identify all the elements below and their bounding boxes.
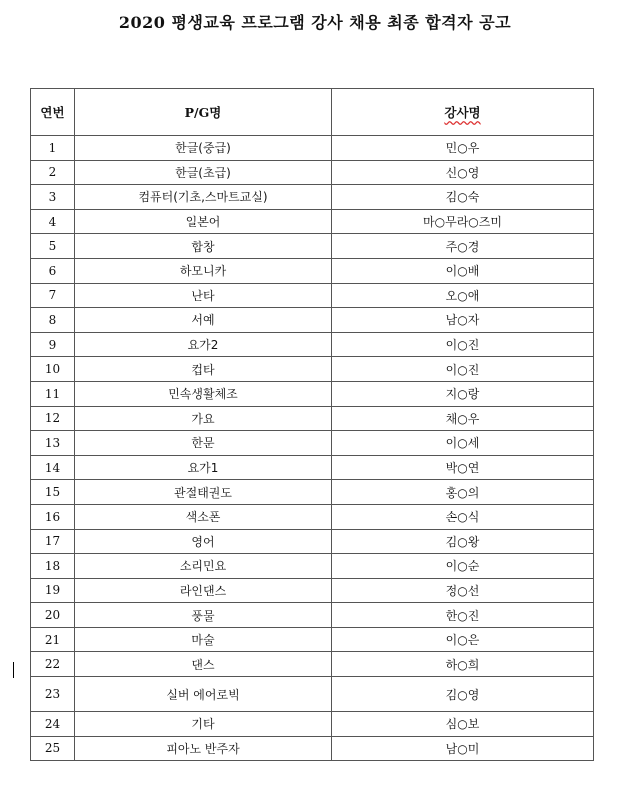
cell-no: 22 <box>31 652 75 677</box>
header-no: 연번 <box>31 89 75 136</box>
cell-program: 실버 에어로빅 <box>75 677 332 712</box>
cell-no: 1 <box>31 136 75 161</box>
cell-program: 영어 <box>75 529 332 554</box>
cell-instructor: 심○보 <box>332 712 594 737</box>
cell-program: 풍물 <box>75 603 332 628</box>
cell-program: 한글(초급) <box>75 160 332 185</box>
cell-instructor: 한○진 <box>332 603 594 628</box>
table-row <box>31 603 594 628</box>
cell-instructor: 남○미 <box>332 736 594 761</box>
cell-program: 소리민요 <box>75 554 332 579</box>
table-row <box>31 578 594 603</box>
cell-instructor: 신○영 <box>332 160 594 185</box>
cell-instructor: 정○선 <box>332 578 594 603</box>
table-row <box>31 258 594 283</box>
cell-program: 민속생활체조 <box>75 381 332 406</box>
cell-instructor: 김○영 <box>332 677 594 712</box>
table-row <box>31 406 594 431</box>
cell-program: 일본어 <box>75 209 332 234</box>
table-row <box>31 504 594 529</box>
cell-instructor: 김○숙 <box>332 185 594 210</box>
cell-instructor: 홍○의 <box>332 480 594 505</box>
table-row <box>31 480 594 505</box>
cell-instructor: 박○연 <box>332 455 594 480</box>
cell-no: 18 <box>31 554 75 579</box>
table-row <box>31 381 594 406</box>
cell-no: 5 <box>31 234 75 259</box>
document-title: 2020 평생교육 프로그램 강사 채용 최종 합격자 공고 <box>118 13 512 32</box>
table-row <box>31 712 594 737</box>
cell-program: 요가2 <box>75 332 332 357</box>
table-row <box>31 308 594 333</box>
cell-no: 2 <box>31 160 75 185</box>
cell-instructor: 민○우 <box>332 136 594 161</box>
cell-instructor: 이○은 <box>332 627 594 652</box>
cell-instructor: 이○순 <box>332 554 594 579</box>
cell-program: 서예 <box>75 308 332 333</box>
cell-instructor: 주○경 <box>332 234 594 259</box>
cell-no: 20 <box>31 603 75 628</box>
table-row <box>31 283 594 308</box>
table-row <box>31 136 594 161</box>
cell-no: 4 <box>31 209 75 234</box>
cell-no: 14 <box>31 455 75 480</box>
cell-program: 색소폰 <box>75 504 332 529</box>
cell-program: 댄스 <box>75 652 332 677</box>
cell-instructor: 이○배 <box>332 258 594 283</box>
table-body <box>31 136 594 761</box>
table-row <box>31 652 594 677</box>
cell-instructor: 손○식 <box>332 504 594 529</box>
table-row <box>31 677 594 712</box>
cell-no: 15 <box>31 480 75 505</box>
table-row <box>31 554 594 579</box>
header-instructor-label: 강사명 <box>444 105 481 120</box>
cell-no: 3 <box>31 185 75 210</box>
cell-no: 16 <box>31 504 75 529</box>
cell-no: 11 <box>31 381 75 406</box>
table-row <box>31 234 594 259</box>
header-program: P/G명 <box>75 89 332 136</box>
cell-program: 컴퓨터(기초,스마트교실) <box>75 185 332 210</box>
cell-no: 13 <box>31 431 75 456</box>
cell-no: 24 <box>31 712 75 737</box>
cell-program: 컵타 <box>75 357 332 382</box>
cell-no: 12 <box>31 406 75 431</box>
cell-instructor: 이○진 <box>332 357 594 382</box>
cell-no: 8 <box>31 308 75 333</box>
cell-instructor: 이○세 <box>332 431 594 456</box>
table-row <box>31 529 594 554</box>
cell-program: 기타 <box>75 712 332 737</box>
table-row <box>31 160 594 185</box>
cell-instructor: 마○무라○즈미 <box>332 209 594 234</box>
cell-program: 가요 <box>75 406 332 431</box>
cell-program: 난타 <box>75 283 332 308</box>
cell-no: 9 <box>31 332 75 357</box>
table-row <box>31 185 594 210</box>
cell-instructor: 남○자 <box>332 308 594 333</box>
table-row <box>31 431 594 456</box>
table-row <box>31 455 594 480</box>
table-row <box>31 736 594 761</box>
cell-program: 하모니카 <box>75 258 332 283</box>
text-cursor <box>13 662 14 678</box>
cell-no: 6 <box>31 258 75 283</box>
table-row <box>31 209 594 234</box>
cell-no: 17 <box>31 529 75 554</box>
cell-instructor: 지○랑 <box>332 381 594 406</box>
cell-program: 피아노 반주자 <box>75 736 332 761</box>
table-row <box>31 332 594 357</box>
cell-no: 21 <box>31 627 75 652</box>
header-instructor <box>332 89 594 136</box>
cell-instructor: 김○왕 <box>332 529 594 554</box>
table-header-row <box>31 89 594 136</box>
cell-no: 19 <box>31 578 75 603</box>
cell-instructor: 채○우 <box>332 406 594 431</box>
cell-no: 10 <box>31 357 75 382</box>
cell-program: 한글(중급) <box>75 136 332 161</box>
cell-instructor: 하○희 <box>332 652 594 677</box>
table-row <box>31 357 594 382</box>
cell-program: 한문 <box>75 431 332 456</box>
cell-instructor: 이○진 <box>332 332 594 357</box>
cell-program: 합창 <box>75 234 332 259</box>
cell-no: 23 <box>31 677 75 712</box>
cell-program: 라인댄스 <box>75 578 332 603</box>
cell-instructor: 오○애 <box>332 283 594 308</box>
cell-program: 관절태권도 <box>75 480 332 505</box>
cell-program: 마술 <box>75 627 332 652</box>
cell-program: 요가1 <box>75 455 332 480</box>
instructor-table <box>30 88 594 761</box>
cell-no: 7 <box>31 283 75 308</box>
cell-no: 25 <box>31 736 75 761</box>
table-row <box>31 627 594 652</box>
